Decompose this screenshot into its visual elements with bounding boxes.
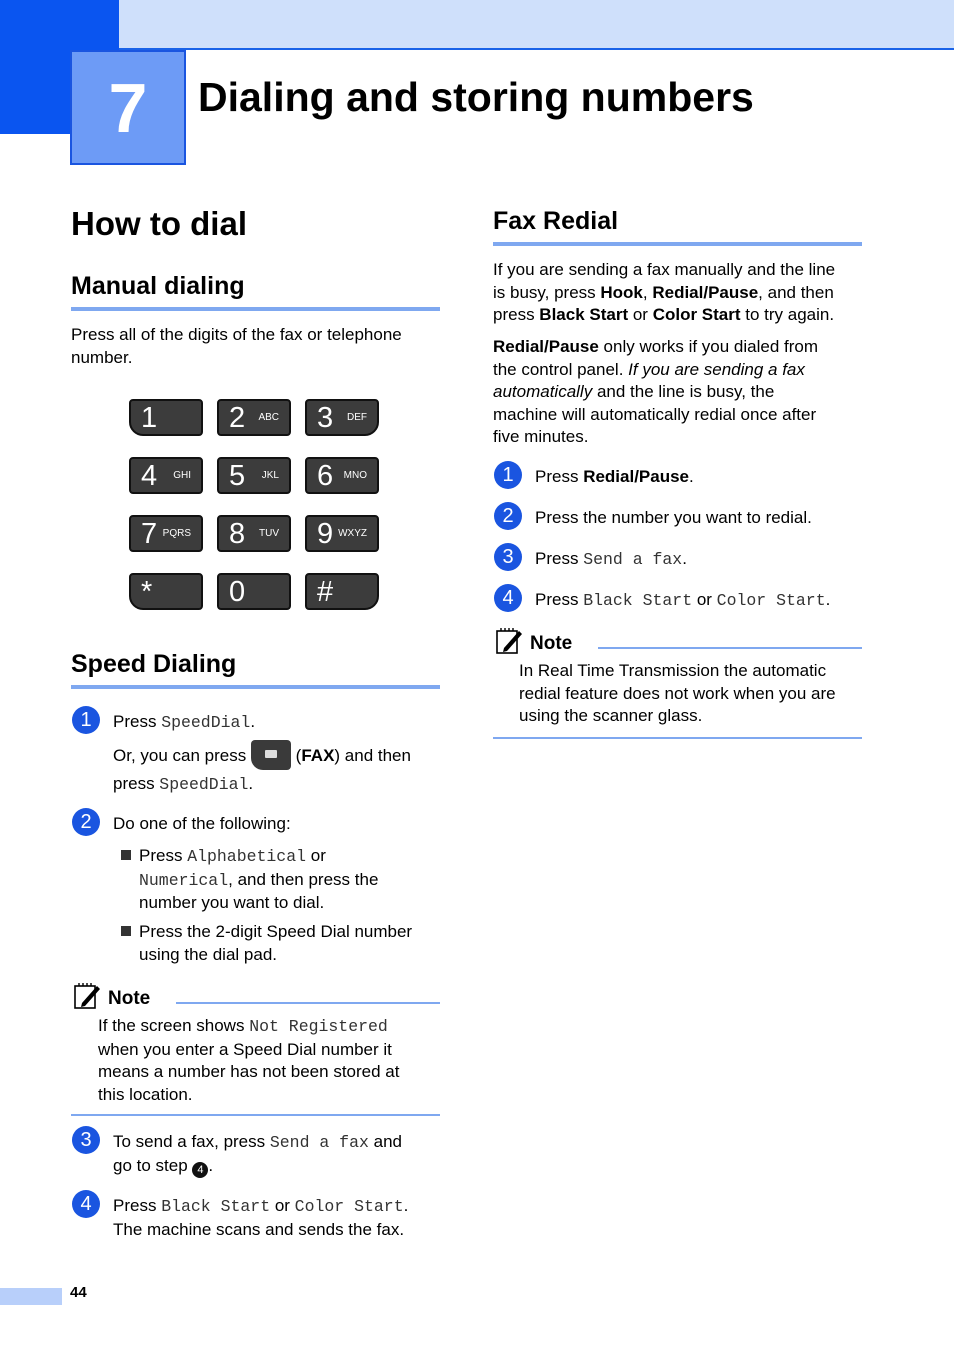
step-badge-2: 2: [494, 502, 522, 530]
redial-step-1: Press Redial/Pause.: [535, 467, 694, 486]
step-badge-4: 4: [494, 584, 522, 612]
speed-step-1: Press SpeedDial.: [113, 712, 256, 732]
speed-step-1-alt: Or, you can press (FAX) and then: [113, 740, 411, 771]
step-badge-4: 4: [72, 1190, 100, 1218]
key-7: 7 PQRS: [129, 515, 203, 552]
step-badge-3: 3: [494, 543, 522, 571]
key-3: 3 DEF: [305, 399, 379, 436]
key-0: 0: [217, 573, 291, 610]
section-heading-how-to-dial: How to dial: [71, 205, 247, 242]
subheading-speed-dialing: Speed Dialing: [71, 650, 237, 678]
key-hash: #: [305, 573, 379, 610]
note-pencil-icon: [495, 627, 523, 655]
speed-option-2: Press the 2-digit Speed Dial number using the dial pad.: [139, 922, 413, 964]
speed-step-4: Press Black Start or Color Start. The machine scans and sends the fax.: [113, 1196, 409, 1239]
speed-step-3: To send a fax, press Send a fax and go to step 4 .: [113, 1132, 402, 1176]
chapter-number: 7: [70, 50, 186, 165]
speed-option-1: Press Alphabetical or Numerical, and then press the number you want to dial.: [139, 846, 379, 912]
bullet: [121, 850, 131, 860]
fax-redial-intro: If you are sending a fax manually and the line is busy, press Hook, Redial/Pause, and then press Black Start or Color Start to try again.: [493, 260, 836, 324]
note-text-speed-dial: If the screen shows Not Registered when you enter a Speed Dial number it means a number has not been stored at this location.: [98, 1016, 400, 1104]
step-badge-1: 1: [494, 461, 522, 489]
note-end-rule: [71, 1114, 440, 1116]
speed-step-2: Do one of the following:: [113, 814, 291, 833]
chapter-title: Dialing and storing numbers: [198, 74, 754, 120]
key-2: 2 ABC: [217, 399, 291, 436]
note-title: Note: [108, 988, 151, 1009]
note-end-rule: [493, 737, 862, 739]
subheading-fax-redial: Fax Redial: [493, 207, 619, 235]
note-text-redial: In Real Time Transmission the automatic redial feature does not work when you are using the scanner glass.: [519, 661, 836, 725]
key-5: 5 JKL: [217, 457, 291, 494]
heading-rule: [493, 242, 862, 246]
heading-rule: [71, 307, 440, 311]
note-pencil-icon: [73, 982, 101, 1010]
key-6: 6 MNO: [305, 457, 379, 494]
redial-step-4: Press Black Start or Color Start.: [535, 590, 831, 610]
fax-redial-details: Redial/Pause only works if you dialed from the control panel. If you are sending a fax automatically and the line is busy, the machine will automatically redial once after five minutes.: [493, 337, 819, 446]
step-badge-1: 1: [72, 706, 100, 734]
key-9: 9 WXYZ: [305, 515, 379, 552]
bullet: [121, 926, 131, 936]
step-badge-2: 2: [72, 808, 100, 836]
page-number: 44: [70, 1284, 87, 1301]
fax-button-icon: [251, 740, 291, 770]
step-badge-3: 3: [72, 1126, 100, 1154]
note-title: Note: [530, 633, 573, 654]
subheading-manual-dialing: Manual dialing: [71, 272, 245, 300]
header-band: [119, 0, 954, 50]
key-1: 1: [129, 399, 203, 436]
key-star: *: [129, 573, 203, 610]
redial-step-3: Press Send a fax.: [535, 549, 687, 569]
speed-step-1-alt-2: press SpeedDial.: [113, 774, 254, 794]
key-4: 4 GHI: [129, 457, 203, 494]
redial-step-2: Press the number you want to redial.: [535, 508, 812, 527]
note-rule: [176, 1002, 440, 1004]
note-rule: [598, 647, 862, 649]
key-8: 8 TUV: [217, 515, 291, 552]
footer-bar: [0, 1288, 62, 1305]
manual-dialing-text: Press all of the digits of the fax or telephone number.: [71, 325, 402, 367]
heading-rule: [71, 685, 440, 689]
